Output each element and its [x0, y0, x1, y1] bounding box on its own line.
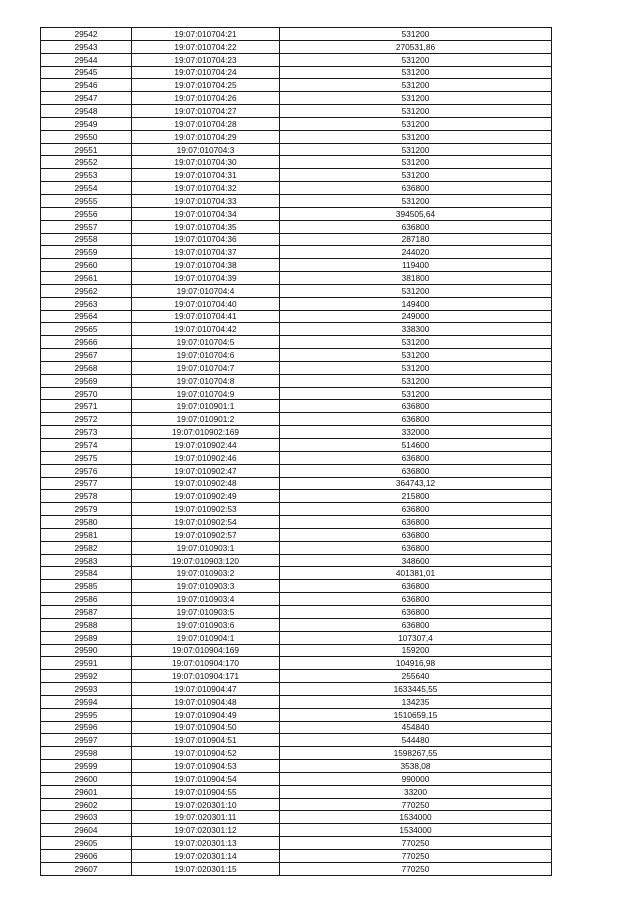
value-cell: 3538,08: [280, 760, 552, 773]
table-row: [41, 785, 552, 798]
row-number-cell: 29560: [41, 259, 132, 272]
row-number-cell: 29543: [41, 40, 132, 53]
table-row: [41, 862, 552, 875]
table-row: [41, 233, 552, 246]
table-row: [41, 541, 552, 554]
value-cell: 134235: [280, 695, 552, 708]
table-row: [41, 747, 552, 760]
value-cell: 531200: [280, 284, 552, 297]
table-row: [41, 618, 552, 631]
row-number-cell: 29569: [41, 374, 132, 387]
value-cell: 531200: [280, 336, 552, 349]
row-number-cell: 29567: [41, 349, 132, 362]
table-row: [41, 554, 552, 567]
cadastral-number-cell: 19:07:020301:15: [132, 862, 280, 875]
table-row: [41, 772, 552, 785]
table-row: [41, 477, 552, 490]
cadastral-number-cell: 19:07:010704:9: [132, 387, 280, 400]
table-row: [41, 272, 552, 285]
row-number-cell: 29578: [41, 490, 132, 503]
cadastral-number-cell: 19:07:010902:48: [132, 477, 280, 490]
row-number-cell: 29562: [41, 284, 132, 297]
table-row: [41, 182, 552, 195]
cadastral-number-cell: 19:07:010904:1: [132, 631, 280, 644]
value-cell: 770250: [280, 862, 552, 875]
table-row: [41, 220, 552, 233]
value-cell: 149400: [280, 297, 552, 310]
row-number-cell: 29601: [41, 785, 132, 798]
table-row: [41, 53, 552, 66]
row-number-cell: 29581: [41, 528, 132, 541]
cadastral-number-cell: 19:07:010704:29: [132, 130, 280, 143]
cadastral-number-cell: 19:07:020301:14: [132, 850, 280, 863]
value-cell: 287180: [280, 233, 552, 246]
row-number-cell: 29605: [41, 837, 132, 850]
row-number-cell: 29566: [41, 336, 132, 349]
cadastral-number-cell: 19:07:010904:48: [132, 695, 280, 708]
cadastral-number-cell: 19:07:020301:13: [132, 837, 280, 850]
value-cell: 770250: [280, 798, 552, 811]
row-number-cell: 29547: [41, 92, 132, 105]
cadastral-number-cell: 19:07:010901:2: [132, 413, 280, 426]
table-row: [41, 516, 552, 529]
table-row: [41, 361, 552, 374]
table-row: [41, 169, 552, 182]
value-cell: 636800: [280, 618, 552, 631]
cadastral-number-cell: 19:07:010904:171: [132, 670, 280, 683]
cadastral-number-cell: 19:07:010902:44: [132, 439, 280, 452]
row-number-cell: 29595: [41, 708, 132, 721]
cadastral-number-cell: 19:07:010704:5: [132, 336, 280, 349]
value-cell: 544480: [280, 734, 552, 747]
row-number-cell: 29594: [41, 695, 132, 708]
row-number-cell: 29591: [41, 657, 132, 670]
value-cell: 531200: [280, 92, 552, 105]
row-number-cell: 29589: [41, 631, 132, 644]
row-number-cell: 29550: [41, 130, 132, 143]
value-cell: 636800: [280, 464, 552, 477]
table-row: [41, 387, 552, 400]
cadastral-number-cell: 19:07:010903:120: [132, 554, 280, 567]
cadastral-number-cell: 19:07:010904:52: [132, 747, 280, 760]
row-number-cell: 29588: [41, 618, 132, 631]
table-row: [41, 670, 552, 683]
cadastral-value-table: [40, 27, 552, 876]
cadastral-number-cell: 19:07:010704:36: [132, 233, 280, 246]
cadastral-number-cell: 19:07:010704:34: [132, 207, 280, 220]
value-cell: 531200: [280, 387, 552, 400]
value-cell: 531200: [280, 349, 552, 362]
value-cell: 636800: [280, 516, 552, 529]
row-number-cell: 29579: [41, 503, 132, 516]
row-number-cell: 29555: [41, 194, 132, 207]
table-row: [41, 117, 552, 130]
row-number-cell: 29582: [41, 541, 132, 554]
row-number-cell: 29600: [41, 772, 132, 785]
cadastral-number-cell: 19:07:010903:2: [132, 567, 280, 580]
row-number-cell: 29603: [41, 811, 132, 824]
value-cell: 255640: [280, 670, 552, 683]
row-number-cell: 29564: [41, 310, 132, 323]
value-cell: 1534000: [280, 824, 552, 837]
table-body: [41, 28, 552, 876]
row-number-cell: 29607: [41, 862, 132, 875]
table-row: [41, 246, 552, 259]
cadastral-number-cell: 19:07:010903:6: [132, 618, 280, 631]
value-cell: 104916,98: [280, 657, 552, 670]
table-row: [41, 143, 552, 156]
table-row: [41, 644, 552, 657]
table-row: [41, 695, 552, 708]
row-number-cell: 29545: [41, 66, 132, 79]
table-row: [41, 92, 552, 105]
row-number-cell: 29602: [41, 798, 132, 811]
table-row: [41, 657, 552, 670]
cadastral-number-cell: 19:07:010904:51: [132, 734, 280, 747]
row-number-cell: 29558: [41, 233, 132, 246]
value-cell: 1633445,55: [280, 683, 552, 696]
table-row: [41, 79, 552, 92]
table-row: [41, 811, 552, 824]
value-cell: 531200: [280, 53, 552, 66]
cadastral-number-cell: 19:07:010704:25: [132, 79, 280, 92]
row-number-cell: 29586: [41, 593, 132, 606]
table-row: [41, 528, 552, 541]
row-number-cell: 29559: [41, 246, 132, 259]
cadastral-number-cell: 19:07:010704:30: [132, 156, 280, 169]
table-row: [41, 708, 552, 721]
value-cell: 636800: [280, 220, 552, 233]
value-cell: 636800: [280, 528, 552, 541]
cadastral-number-cell: 19:07:010901:1: [132, 400, 280, 413]
table-row: [41, 130, 552, 143]
table-row: [41, 734, 552, 747]
row-number-cell: 29574: [41, 439, 132, 452]
cadastral-number-cell: 19:07:010902:169: [132, 426, 280, 439]
value-cell: 454840: [280, 721, 552, 734]
cadastral-number-cell: 19:07:010904:53: [132, 760, 280, 773]
cadastral-number-cell: 19:07:010704:41: [132, 310, 280, 323]
cadastral-number-cell: 19:07:010704:42: [132, 323, 280, 336]
value-cell: 531200: [280, 28, 552, 41]
row-number-cell: 29573: [41, 426, 132, 439]
table-row: [41, 631, 552, 644]
cadastral-number-cell: 19:07:010704:40: [132, 297, 280, 310]
row-number-cell: 29590: [41, 644, 132, 657]
table-row: [41, 490, 552, 503]
cadastral-number-cell: 19:07:010704:21: [132, 28, 280, 41]
row-number-cell: 29554: [41, 182, 132, 195]
row-number-cell: 29548: [41, 105, 132, 118]
cadastral-number-cell: 19:07:010903:3: [132, 580, 280, 593]
cadastral-number-cell: 19:07:010704:38: [132, 259, 280, 272]
cadastral-number-cell: 19:07:010704:37: [132, 246, 280, 259]
value-cell: 531200: [280, 130, 552, 143]
row-number-cell: 29553: [41, 169, 132, 182]
row-number-cell: 29542: [41, 28, 132, 41]
table-row: [41, 259, 552, 272]
table-row: [41, 593, 552, 606]
table-row: [41, 310, 552, 323]
table-row: [41, 66, 552, 79]
table-row: [41, 567, 552, 580]
cadastral-number-cell: 19:07:010704:7: [132, 361, 280, 374]
table-row: [41, 413, 552, 426]
value-cell: 531200: [280, 361, 552, 374]
row-number-cell: 29570: [41, 387, 132, 400]
value-cell: 636800: [280, 413, 552, 426]
row-number-cell: 29575: [41, 451, 132, 464]
table-row: [41, 850, 552, 863]
table-row: [41, 824, 552, 837]
cadastral-number-cell: 19:07:010704:27: [132, 105, 280, 118]
value-cell: 514600: [280, 439, 552, 452]
row-number-cell: 29604: [41, 824, 132, 837]
cadastral-number-cell: 19:07:010704:33: [132, 194, 280, 207]
value-cell: 531200: [280, 156, 552, 169]
value-cell: 990000: [280, 772, 552, 785]
value-cell: 33200: [280, 785, 552, 798]
value-cell: 531200: [280, 79, 552, 92]
table-row: [41, 284, 552, 297]
table-row: [41, 374, 552, 387]
value-cell: 636800: [280, 593, 552, 606]
cadastral-number-cell: 19:07:010903:5: [132, 605, 280, 618]
value-cell: 770250: [280, 850, 552, 863]
row-number-cell: 29557: [41, 220, 132, 233]
cadastral-number-cell: 19:07:010902:47: [132, 464, 280, 477]
value-cell: 531200: [280, 194, 552, 207]
cadastral-number-cell: 19:07:010704:24: [132, 66, 280, 79]
cadastral-number-cell: 19:07:010902:54: [132, 516, 280, 529]
value-cell: 1598267,55: [280, 747, 552, 760]
value-cell: 270531,86: [280, 40, 552, 53]
table-row: [41, 605, 552, 618]
table-row: [41, 798, 552, 811]
row-number-cell: 29593: [41, 683, 132, 696]
cadastral-number-cell: 19:07:010904:170: [132, 657, 280, 670]
cadastral-number-cell: 19:07:010902:46: [132, 451, 280, 464]
row-number-cell: 29571: [41, 400, 132, 413]
value-cell: 636800: [280, 400, 552, 413]
cadastral-number-cell: 19:07:010704:22: [132, 40, 280, 53]
row-number-cell: 29606: [41, 850, 132, 863]
cadastral-number-cell: 19:07:010904:169: [132, 644, 280, 657]
value-cell: 531200: [280, 117, 552, 130]
table-row: [41, 105, 552, 118]
cadastral-number-cell: 19:07:010904:47: [132, 683, 280, 696]
value-cell: 394505,64: [280, 207, 552, 220]
row-number-cell: 29585: [41, 580, 132, 593]
row-number-cell: 29556: [41, 207, 132, 220]
row-number-cell: 29572: [41, 413, 132, 426]
row-number-cell: 29563: [41, 297, 132, 310]
cadastral-number-cell: 19:07:010904:55: [132, 785, 280, 798]
cadastral-number-cell: 19:07:010704:26: [132, 92, 280, 105]
value-cell: 348600: [280, 554, 552, 567]
row-number-cell: 29552: [41, 156, 132, 169]
row-number-cell: 29587: [41, 605, 132, 618]
table-row: [41, 349, 552, 362]
row-number-cell: 29568: [41, 361, 132, 374]
table-row: [41, 721, 552, 734]
table-row: [41, 400, 552, 413]
value-cell: 1510659,15: [280, 708, 552, 721]
cadastral-number-cell: 19:07:010704:35: [132, 220, 280, 233]
cadastral-number-cell: 19:07:010904:54: [132, 772, 280, 785]
table-row: [41, 336, 552, 349]
cadastral-number-cell: 19:07:010704:3: [132, 143, 280, 156]
value-cell: 770250: [280, 837, 552, 850]
cadastral-number-cell: 19:07:020301:10: [132, 798, 280, 811]
row-number-cell: 29598: [41, 747, 132, 760]
cadastral-number-cell: 19:07:010902:53: [132, 503, 280, 516]
table-row: [41, 439, 552, 452]
value-cell: 244020: [280, 246, 552, 259]
row-number-cell: 29597: [41, 734, 132, 747]
value-cell: 249000: [280, 310, 552, 323]
value-cell: 636800: [280, 503, 552, 516]
table-row: [41, 451, 552, 464]
table-row: [41, 297, 552, 310]
value-cell: 531200: [280, 143, 552, 156]
cadastral-number-cell: 19:07:010704:32: [132, 182, 280, 195]
value-cell: 636800: [280, 605, 552, 618]
value-cell: 531200: [280, 374, 552, 387]
row-number-cell: 29580: [41, 516, 132, 529]
cadastral-number-cell: 19:07:010902:57: [132, 528, 280, 541]
table-row: [41, 503, 552, 516]
cadastral-number-cell: 19:07:010903:1: [132, 541, 280, 554]
cadastral-number-cell: 19:07:010704:39: [132, 272, 280, 285]
row-number-cell: 29599: [41, 760, 132, 773]
table-row: [41, 207, 552, 220]
row-number-cell: 29577: [41, 477, 132, 490]
value-cell: 531200: [280, 105, 552, 118]
cadastral-number-cell: 19:07:010904:50: [132, 721, 280, 734]
cadastral-number-cell: 19:07:010704:4: [132, 284, 280, 297]
value-cell: 119400: [280, 259, 552, 272]
value-cell: 1534000: [280, 811, 552, 824]
row-number-cell: 29596: [41, 721, 132, 734]
cadastral-number-cell: 19:07:010704:23: [132, 53, 280, 66]
cadastral-number-cell: 19:07:010704:28: [132, 117, 280, 130]
row-number-cell: 29549: [41, 117, 132, 130]
value-cell: 381800: [280, 272, 552, 285]
value-cell: 531200: [280, 169, 552, 182]
table-row: [41, 683, 552, 696]
cadastral-number-cell: 19:07:010904:49: [132, 708, 280, 721]
table-row: [41, 28, 552, 41]
table-row: [41, 426, 552, 439]
value-cell: 636800: [280, 580, 552, 593]
value-cell: 107307,4: [280, 631, 552, 644]
row-number-cell: 29565: [41, 323, 132, 336]
table-row: [41, 464, 552, 477]
cadastral-number-cell: 19:07:020301:11: [132, 811, 280, 824]
value-cell: 159200: [280, 644, 552, 657]
value-cell: 401381,01: [280, 567, 552, 580]
cadastral-number-cell: 19:07:010704:6: [132, 349, 280, 362]
table-row: [41, 760, 552, 773]
cadastral-number-cell: 19:07:010902:49: [132, 490, 280, 503]
cadastral-number-cell: 19:07:010903:4: [132, 593, 280, 606]
table-row: [41, 580, 552, 593]
table-row: [41, 40, 552, 53]
row-number-cell: 29576: [41, 464, 132, 477]
value-cell: 332000: [280, 426, 552, 439]
value-cell: 215800: [280, 490, 552, 503]
value-cell: 338300: [280, 323, 552, 336]
value-cell: 636800: [280, 541, 552, 554]
cadastral-number-cell: 19:07:020301:12: [132, 824, 280, 837]
value-cell: 531200: [280, 66, 552, 79]
row-number-cell: 29583: [41, 554, 132, 567]
row-number-cell: 29546: [41, 79, 132, 92]
value-cell: 636800: [280, 451, 552, 464]
table-row: [41, 194, 552, 207]
cadastral-number-cell: 19:07:010704:8: [132, 374, 280, 387]
table-row: [41, 837, 552, 850]
value-cell: 636800: [280, 182, 552, 195]
table-row: [41, 156, 552, 169]
table-row: [41, 323, 552, 336]
row-number-cell: 29551: [41, 143, 132, 156]
row-number-cell: 29544: [41, 53, 132, 66]
cadastral-number-cell: 19:07:010704:31: [132, 169, 280, 182]
row-number-cell: 29561: [41, 272, 132, 285]
row-number-cell: 29592: [41, 670, 132, 683]
row-number-cell: 29584: [41, 567, 132, 580]
value-cell: 364743,12: [280, 477, 552, 490]
